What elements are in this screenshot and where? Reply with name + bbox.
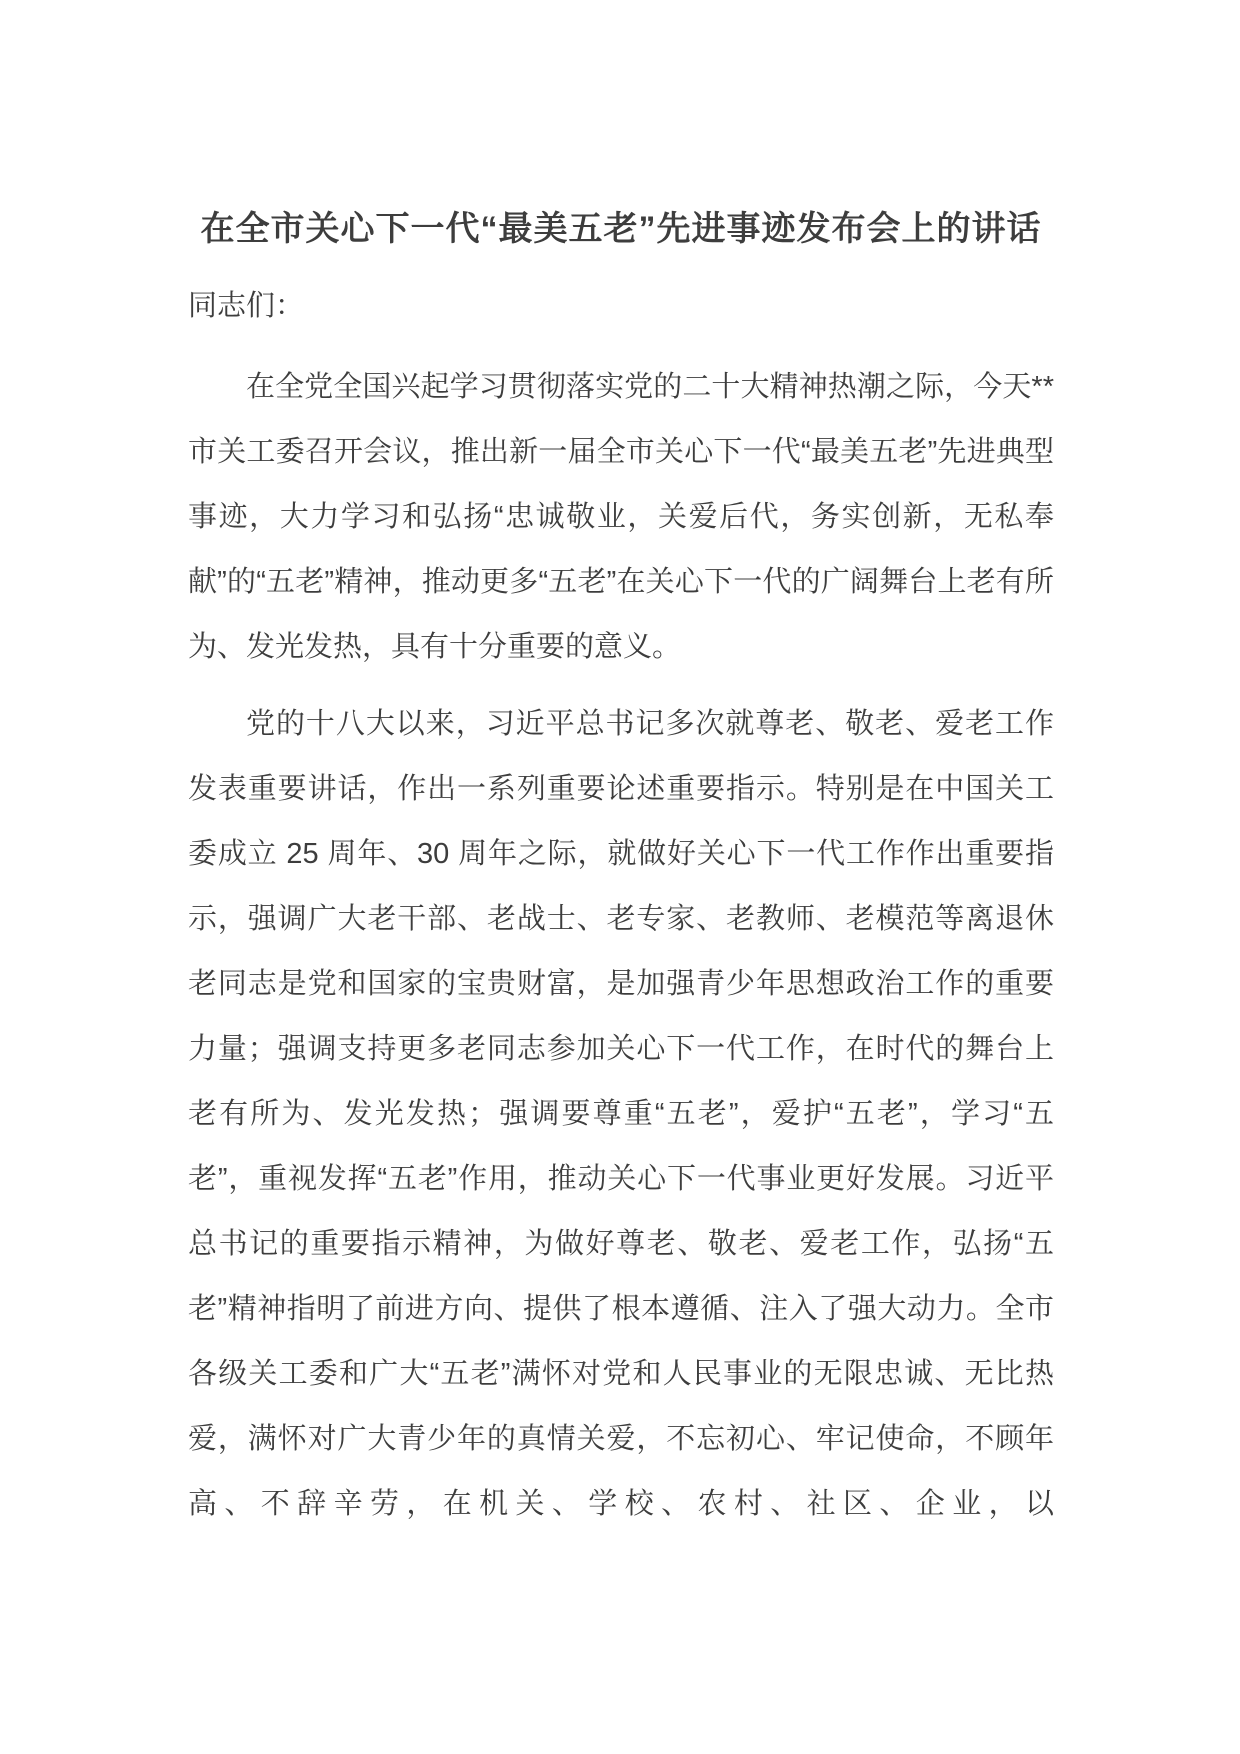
paragraph-2: 党的十八大以来，习近平总书记多次就尊老、敬老、爱老工作发表重要讲话，作出一系列重要论述重要指示。特别是在中国关工委成立 25 周年、30 周年之际，就做好关心下一代工作作出重要指示，强调广大老干部、老战士、老专家、老教师、老模范等离退休老同志是党和国家的宝贵财富，是加强青少年思想政治工作的重要力量；强调支持更多老同志参加关心下一代工作，在时代的舞台上老有所为、发光发热；强调要尊重“五老”，爱护“五老”，学习“五老”，重视发挥“五老”作用，推动关心下一代事业更好发展。习近平总书记的重要指示精神，为做好尊老、敬老、爱老工作，弘扬“五老”精神指明了前进方向、提供了根本遵循、注入了强大动力。全市各级关工委和广大“五老”满怀对党和人民事业的无限忠诚、无比热爱，满怀对广大青少年的真情关爱，不忘初心、牢记使命，不顾年高、不辞辛劳，在机关、学校、农村、社区、企业，以 — [188, 708, 1054, 1520]
paragraph-1: 在全党全国兴起学习贯彻落实党的二十大精神热潮之际，今天**市关工委召开会议，推出新一届全市关心下一代“最美五老”先进典型事迹，大力学习和弘扬“忠诚敬业，关爱后代，务实创新，无私奉献”的“五老”精神，推动更多“五老”在关心下一代的广阔舞台上老有所为、发光发热，具有十分重要的意义。 — [188, 371, 1054, 663]
salutation-line: 同志们： — [188, 290, 305, 322]
document-title: 在全市关心下一代“最美五老”先进事迹发布会上的讲话 — [200, 210, 1042, 248]
